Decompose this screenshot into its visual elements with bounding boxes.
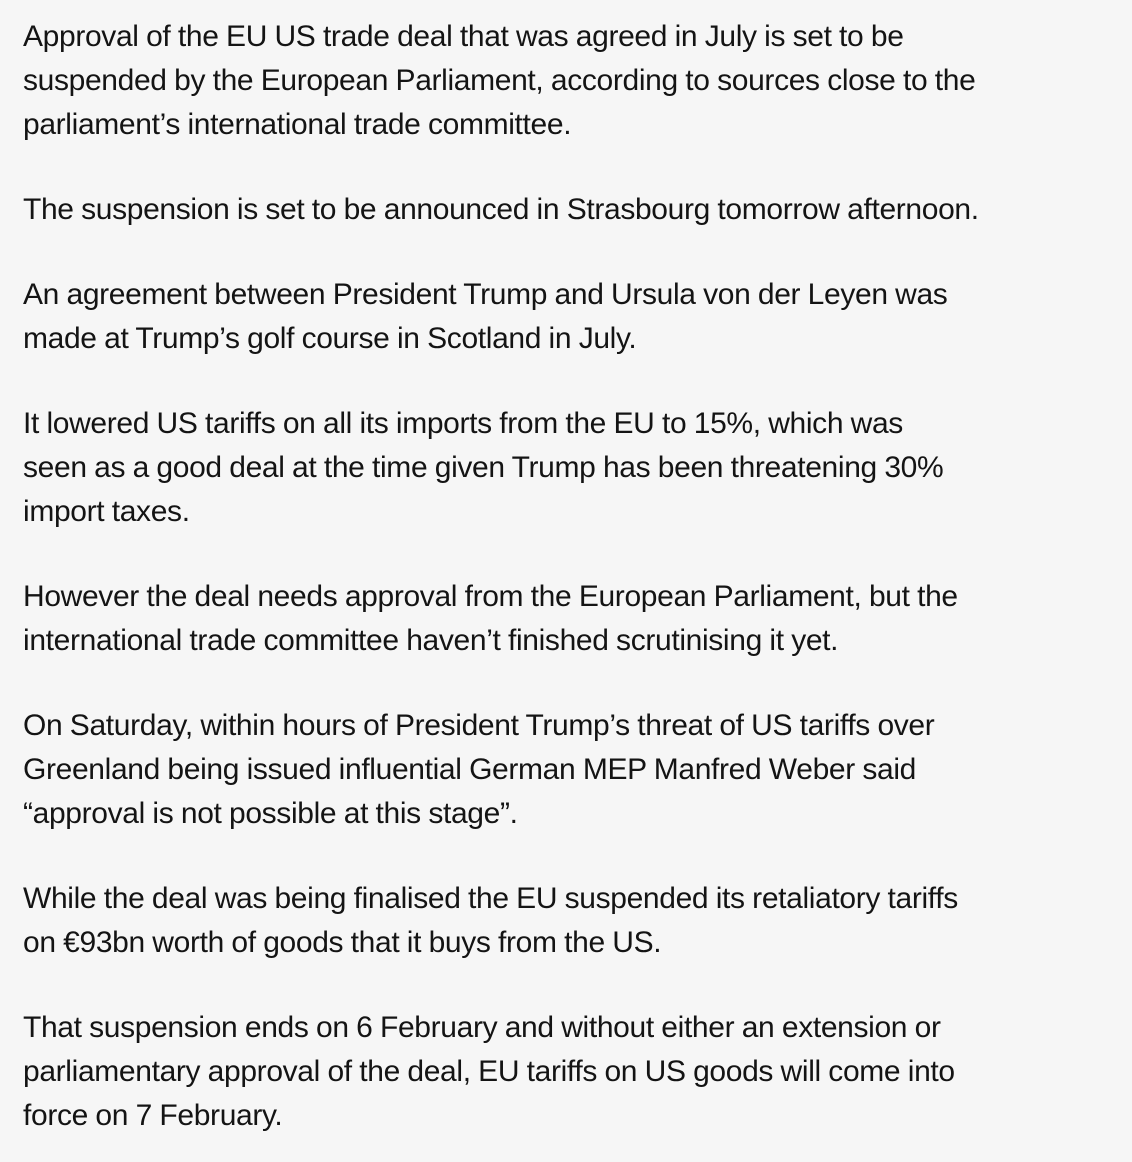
text-line: On Saturday, within hours of President Trump’s threat of US tariffs over [23,709,935,742]
text-line: Greenland being issued influential German MEP Manfred Weber said [23,753,916,786]
text-line: force on 7 February. [23,1099,283,1132]
text-line: on €93bn worth of goods that it buys from the US. [23,926,662,959]
paragraph-retaliatory-tariffs [23,877,1132,965]
text-line: It lowered US tariffs on all its imports from the EU to 15%, which was [23,407,903,440]
text-line: The suspension is set to be announced in Strasbourg tomorrow afternoon. [23,193,979,226]
text-line: parliamentary approval of the deal, EU tariffs on US goods will come into [23,1055,955,1088]
text-line: seen as a good deal at the time given Trump has been threatening 30% [23,451,944,484]
text-line: import taxes. [23,495,190,528]
text-line: However the deal needs approval from the European Parliament, but the [23,580,958,613]
paragraph-approval [23,15,1132,147]
text-line: An agreement between President Trump and Ursula von der Leyen was [23,278,948,311]
paragraph-suspension-ends [23,1006,1132,1138]
text-line: Approval of the EU US trade deal that was agreed in July is set to be [23,20,904,53]
text-line: parliament’s international trade committee. [23,108,572,141]
text-line: “approval is not possible at this stage”. [23,797,518,830]
paragraph-weber-quote [23,704,1132,836]
paragraph-suspension-announcement [23,188,1132,232]
text-line: suspended by the European Parliament, according to sources close to the [23,64,976,97]
paragraph-tariffs-lowered [23,402,1132,534]
paragraph-approval-needed [23,575,1132,663]
text-line: made at Trump’s golf course in Scotland in July. [23,322,637,355]
paragraph-agreement [23,273,1132,361]
text-line: While the deal was being finalised the EU suspended its retaliatory tariffs [23,882,958,915]
text-line: international trade committee haven’t finished scrutinising it yet. [23,624,839,657]
text-line: That suspension ends on 6 February and without either an extension or [23,1011,941,1044]
